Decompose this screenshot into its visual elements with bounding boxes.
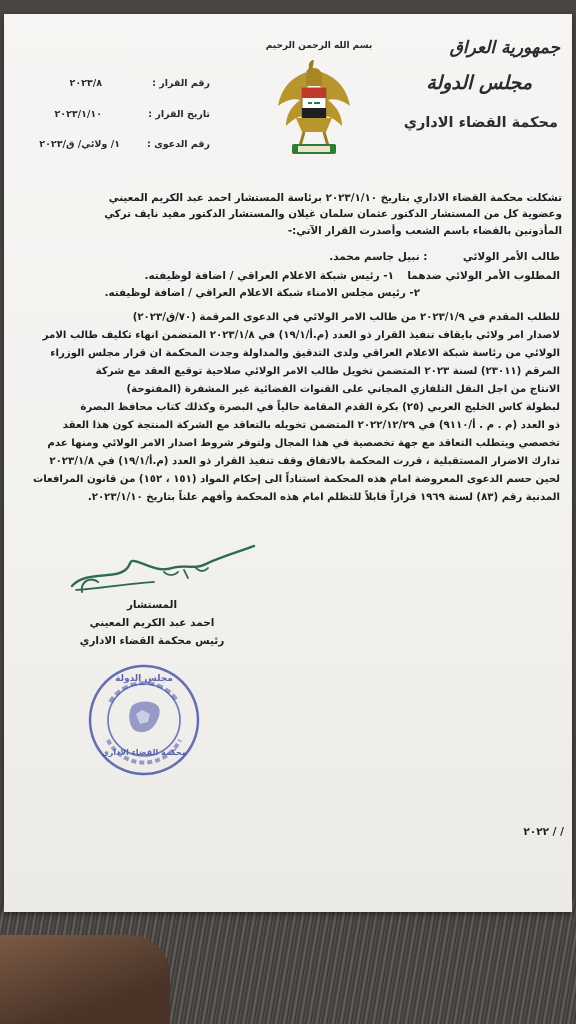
body-line-4: المرقم (٢٣٠١١) لسنة ٢٠٢٣ المتضمن تخويل طالب الامر الولائي صلاحية توقيع العقد مع شركة: [95, 366, 560, 377]
respondent-1: ١- رئيس شبكة الاعلام العراقي / اضافة لوظيفته.: [144, 270, 395, 282]
body-line-7: ذو العدد (م . م . أ/٩١١٠) في ٢٠٢٢/١٢/٢٩ المتضمن تخويله بالتعاقد مع الشركة المنتجة كون هذا العقد: [62, 420, 560, 431]
case-number-value: ١/ ولائي/ ق/٢٠٢٣: [39, 139, 120, 150]
iraq-eagle-emblem-icon: [276, 56, 352, 168]
document-page: [4, 14, 572, 912]
body-line-5: الانتاج من اجل النقل التلفازي المجاني على القنوات الفضائية غير المشفرة (المفتوحة): [126, 384, 560, 395]
body-line-3: الولائي من رئاسة شبكة الاعلام العراقي ولدى التدقيق والمداولة وجدت المحكمة ان قرار مجلس الوزراء: [50, 348, 560, 359]
body-line-2: لاصدار امر ولائي بايقاف تنفيذ القرار ذو العدد (م.أ/١٩/١) في ٢٠٢٣/١/٨ المتضمن انهاء تكليف طالب الامر: [42, 330, 560, 341]
decision-number-label: رقم القرار :: [152, 78, 210, 89]
court-name: محكمة القضاء الاداري: [403, 115, 558, 131]
seal-bottom-text: محكمة القضاء الاداري: [101, 748, 187, 757]
basmala: بسم الله الرحمن الرحيم: [265, 41, 373, 51]
signature-name: احمد عبد الكريم المعيني: [89, 617, 215, 629]
respondent-2: ٢- رئيس مجلس الامناء شبكة الاعلام العراقي / اضافة لوظيفته.: [104, 287, 420, 299]
body-line-10: لحين حسم الدعوى المعروضة امام هذه المحكمة استناداً الى إحكام المواد (١٥١ ، ١٥٢) من قانون المرافعات: [32, 474, 560, 485]
decision-date-value: ٢٠٢٣/١/١٠: [54, 109, 102, 120]
bag-strap: [0, 935, 170, 1024]
body-line-8: تخصصي ويتطلب التعاقد مع جهة تخصصية في هذا المجال ولتوفر شروط اصدار الامر الولائي ومنها عدم: [47, 438, 560, 449]
body-line-11: المدنية رقم (٨٣) لسنة ١٩٦٩ قراراً قابلاً للتظلم امام هذه المحكمة وأفهم علناً بتاريخ ٢٠٢٣/١/١٠.: [87, 492, 560, 503]
applicant-row: [20, 251, 560, 263]
council-name: مجلس الدولة: [426, 72, 532, 94]
decision-date-label: تاريخ القرار :: [148, 109, 210, 120]
signature-position: رئيس محكمة القضاء الاداري: [79, 635, 225, 647]
body-line-6: لبطولة كاس الخليج العربي (٢٥) بكرة القدم المقامة حالياً في البصرة وكذلك كتاب محافظ البصرة: [80, 402, 560, 413]
case-number-label: رقم الدعوى :: [146, 139, 210, 150]
intro-line-2: وعضوية كل من المستشار الدكتور عثمان سلمان غيلان والمستشار الدكتور مفيد نايف تركي: [104, 208, 562, 220]
applicant-value: : نبيل جاسم محمد.: [329, 251, 428, 263]
intro-line-1: تشكلت محكمة القضاء الاداري بتاريخ ٢٠٢٣/١/١٠ برئاسة المستشار احمد عبد الكريم المعيني: [108, 192, 562, 204]
body-line-9: تدارك الاضرار المستقبلية ، قررت المحكمة بالاتفاق وقف تنفيذ القرار ذو العدد (م.أ/١٩/١) في ٢٠٢٣/١/٨: [49, 456, 560, 467]
applicant-label: طالب الأمر الولائي: [462, 251, 560, 263]
signature-title: المستشار: [126, 599, 178, 611]
respondents-label: المطلوب الأمر الولائي ضدهما: [407, 270, 560, 282]
intro-line-3: المأذونين بالقضاء باسم الشعب وأصدرت القرار الآتي:-: [287, 225, 562, 237]
signature-scribble: [64, 542, 264, 602]
footer-year-line: / / ٢٠٢٢: [523, 826, 564, 838]
government-name: جمهورية العراق: [449, 38, 560, 58]
decision-number-value: ٢٠٢٣/٨: [69, 78, 102, 89]
seal-top-text: مجلس الدولة: [115, 674, 173, 684]
respondents-row: [20, 270, 560, 282]
body-line-1: للطلب المقدم في ٢٠٢٣/١/٩ من طالب الامر الولائي في الدعوى المرقمة (٧٠/ق/٢٠٢٣): [132, 312, 560, 323]
